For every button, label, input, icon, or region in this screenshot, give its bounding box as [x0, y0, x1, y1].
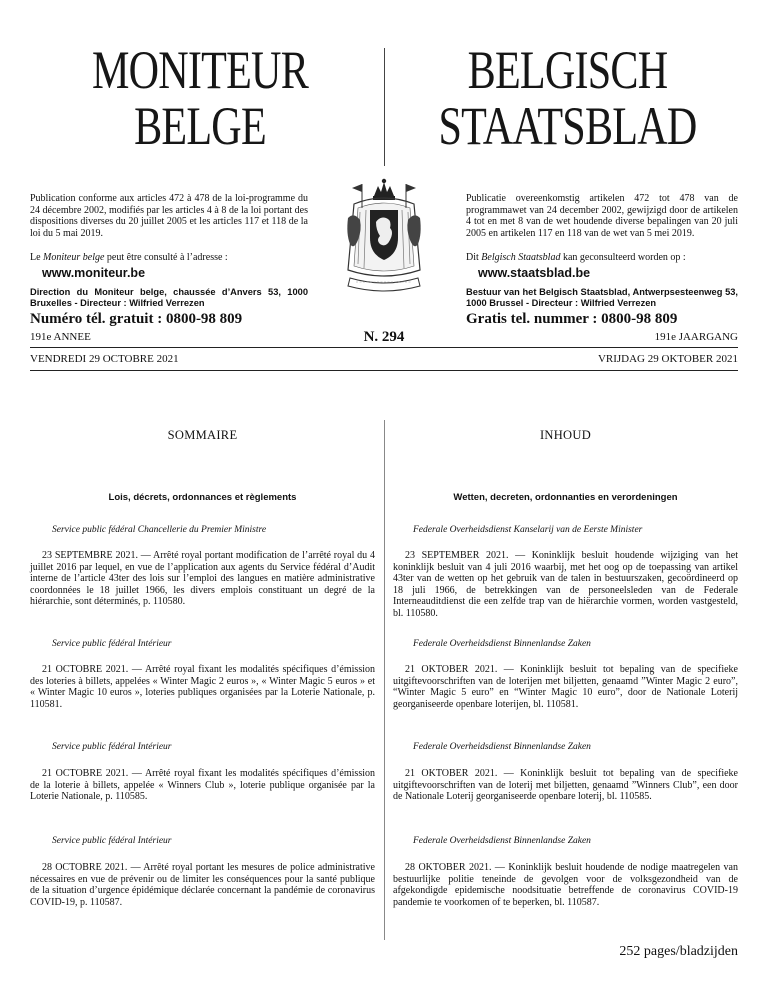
fr-summary-title: SOMMAIRE: [167, 428, 238, 442]
nl-summary-title: INHOUD: [539, 428, 592, 442]
fr-phone-number: Numéro tél. gratuit : 0800-98 809: [30, 311, 243, 327]
page-count: 252 pages/bladzijden: [619, 944, 738, 959]
nl-consult-italic: Belgisch Staatsblad: [481, 252, 561, 263]
fr-entry-4-service: Service public fédéral Intérieur: [52, 836, 172, 846]
fr-year: 191e ANNEE: [30, 331, 91, 343]
nl-entry-1-text: 23 SEPTEMBER 2021. — Koninklijk besluit houdende wijziging van het koninklijk besluit van 4 juli 2016 waarbij, met het oog op de toepassing van artikel 43ter van de wetten op het gebruik van de talen in bestuurszaken, gecoördineerd op 18 juli 1966, de betrekkingen van de personeelsleden van de Federale Interneauditdienst die een zelfde trap van de hiërarchie vormen, worden vastgesteld, bl. 110580.: [393, 550, 738, 619]
column-divider: [384, 420, 385, 940]
nl-phone-number: Gratis tel. nummer : 0800-98 809: [466, 311, 678, 327]
nl-entry-4-service: Federale Overheidsdienst Binnenlandse Zaken: [413, 836, 591, 846]
issue-number: N. 294: [363, 329, 405, 345]
masthead-fr-line1: MONITEUR: [91, 40, 309, 100]
nl-entry-1-service: Federale Overheidsdienst Kanselarij van de Eerste Minister: [413, 525, 643, 535]
header-rule-top: [30, 347, 738, 348]
fr-website-link[interactable]: www.moniteur.be: [42, 266, 146, 280]
masthead-divider: [384, 48, 385, 166]
fr-consult-prefix: Le: [30, 252, 44, 263]
nl-entry-4-text: 28 OKTOBER 2021. — Koninklijk besluit houdende de nodige maatregelen van bestuurlijke politie teneinde de gevolgen voor de volksgezondheid van de afgekondigde epidemische noodsituatie betreffende de coronavirus COVID-19 pandemie te voorkomen of te beperken, bl. 110587.: [393, 862, 738, 908]
fr-date: VENDREDI 29 OCTOBRE 2021: [30, 353, 179, 365]
fr-entry-2-service: Service public fédéral Intérieur: [52, 639, 172, 649]
masthead-fr: [75, 42, 325, 154]
fr-consult-italic: Moniteur belge: [43, 252, 105, 263]
nl-category: Wetten, decreten, ordonnanties en verordeningen: [453, 492, 678, 503]
fr-consult-suffix: peut être consulté à l’adresse :: [104, 252, 228, 263]
nl-year: 191e JAARGANG: [654, 331, 738, 343]
nl-entry-2-text: 21 OKTOBER 2021. — Koninklijk besluit tot bepaling van de specifieke uitgiftevoorschriften van de loterijen met biljetten, genaamd ”Winter Magic 2 euro”, “Winter Magic 5 euro” en “Winter Magic 10 euro”, door de Nationale Loterij georganiseerde openbare loterijen, bl. 110581.: [393, 664, 738, 710]
fr-entry-4-text: 28 OCTOBRE 2021. — Arrêté royal portant les mesures de police administrative nécessaires en vue de prévenir ou de limiter les conséquences pour la santé publique de la situation d’urgence épidémique déclarée concernant la pandémie de coronavirus COVID-19, p. 110587.: [30, 862, 375, 908]
fr-direction: Direction du Moniteur belge, chaussée d’Anvers 53, 1000 Bruxelles - Directeur : Wilfried Verrezen: [30, 287, 308, 308]
fr-consult-line: [30, 252, 330, 264]
nl-publication-note: Publicatie overeenkomstig artikelen 472 tot 478 van de programmawet van 24 december 2002, gewijzigd door de artikelen 4 tot en met 8 van de wet houdende diverse bepalingen van 20 juli 2005 en artikelen 117 en 118 van de wet van 5 mei 2019.: [466, 193, 738, 239]
masthead-nl-line2: STAATSBLAD: [438, 96, 697, 156]
fr-entry-1-service: Service public fédéral Chancellerie du Premier Ministre: [52, 525, 267, 535]
fr-publication-note: Publication conforme aux articles 472 à 478 de la loi-programme du 24 décembre 2002, modifiés par les articles 4 à 8 de la loi portant des dispositions diverses du 20 juillet 2005 et les articles 117 et 118 de la loi du 5 mai 2019.: [30, 193, 308, 239]
nl-entry-3-service: Federale Overheidsdienst Binnenlandse Zaken: [413, 742, 591, 752]
fr-entry-2-text: 21 OCTOBRE 2021. — Arrêté royal fixant les modalités spécifiques d’émission des loteries à billets, appelées « Winter Magic 2 euros », « Winter Magic 5 euros » et « Winter Magic 10 euros », loteries publiques organisées par la Loterie Nationale, p. 110581.: [30, 664, 375, 710]
fr-category: Lois, décrets, ordonnances et règlements: [108, 492, 297, 503]
nl-consult-line: [466, 252, 746, 264]
nl-website-link[interactable]: www.staatsblad.be: [478, 266, 591, 280]
nl-entry-2-service: Federale Overheidsdienst Binnenlandse Zaken: [413, 639, 591, 649]
belgian-coat-of-arms-icon: [340, 178, 428, 298]
nl-direction: Bestuur van het Belgisch Staatsblad, Antwerpsesteenweg 53, 1000 Brussel - Directeur : Wilfried Verrezen: [466, 287, 738, 308]
nl-entry-3-text: 21 OKTOBER 2021. — Koninklijk besluit tot bepaling van de specifieke uitgiftevoorschriften van de loterij met biljetten, genaamd ”Winners Club”, een door de Nationale Loterij georganiseerde openbare loterij, bl. 110585.: [393, 768, 738, 803]
nl-date: VRIJDAG 29 OKTOBER 2021: [597, 353, 738, 365]
masthead-nl: [433, 42, 702, 154]
nl-consult-suffix: kan geconsulteerd worden op :: [560, 252, 686, 263]
fr-entry-1-text: 23 SEPTEMBRE 2021. — Arrêté royal portant modification de l’arrêté royal du 4 juillet 2016 par lequel, en vue de l’application aux agents du Service fédéral d’Audit interne de l’article 43ter des lois sur l’emploi des langues en matière administrative coordonnées le 18 juillet 1966, les divers emplois constituant un degré de la hiérarchie, sont déterminés, p. 110580.: [30, 550, 375, 608]
fr-entry-3-text: 21 OCTOBRE 2021. — Arrêté royal fixant les modalités spécifiques d’émission de la loterie à billets, appelée « Winners Club », loterie publique organisée par la Loterie Nationale, p. 110585.: [30, 768, 375, 803]
header-rule-bottom: [30, 370, 738, 371]
masthead-fr-line2: BELGE: [134, 96, 266, 156]
nl-consult-prefix: Dit: [466, 252, 482, 263]
masthead-nl-line1: BELGISCH: [467, 40, 668, 100]
fr-entry-3-service: Service public fédéral Intérieur: [52, 742, 172, 752]
